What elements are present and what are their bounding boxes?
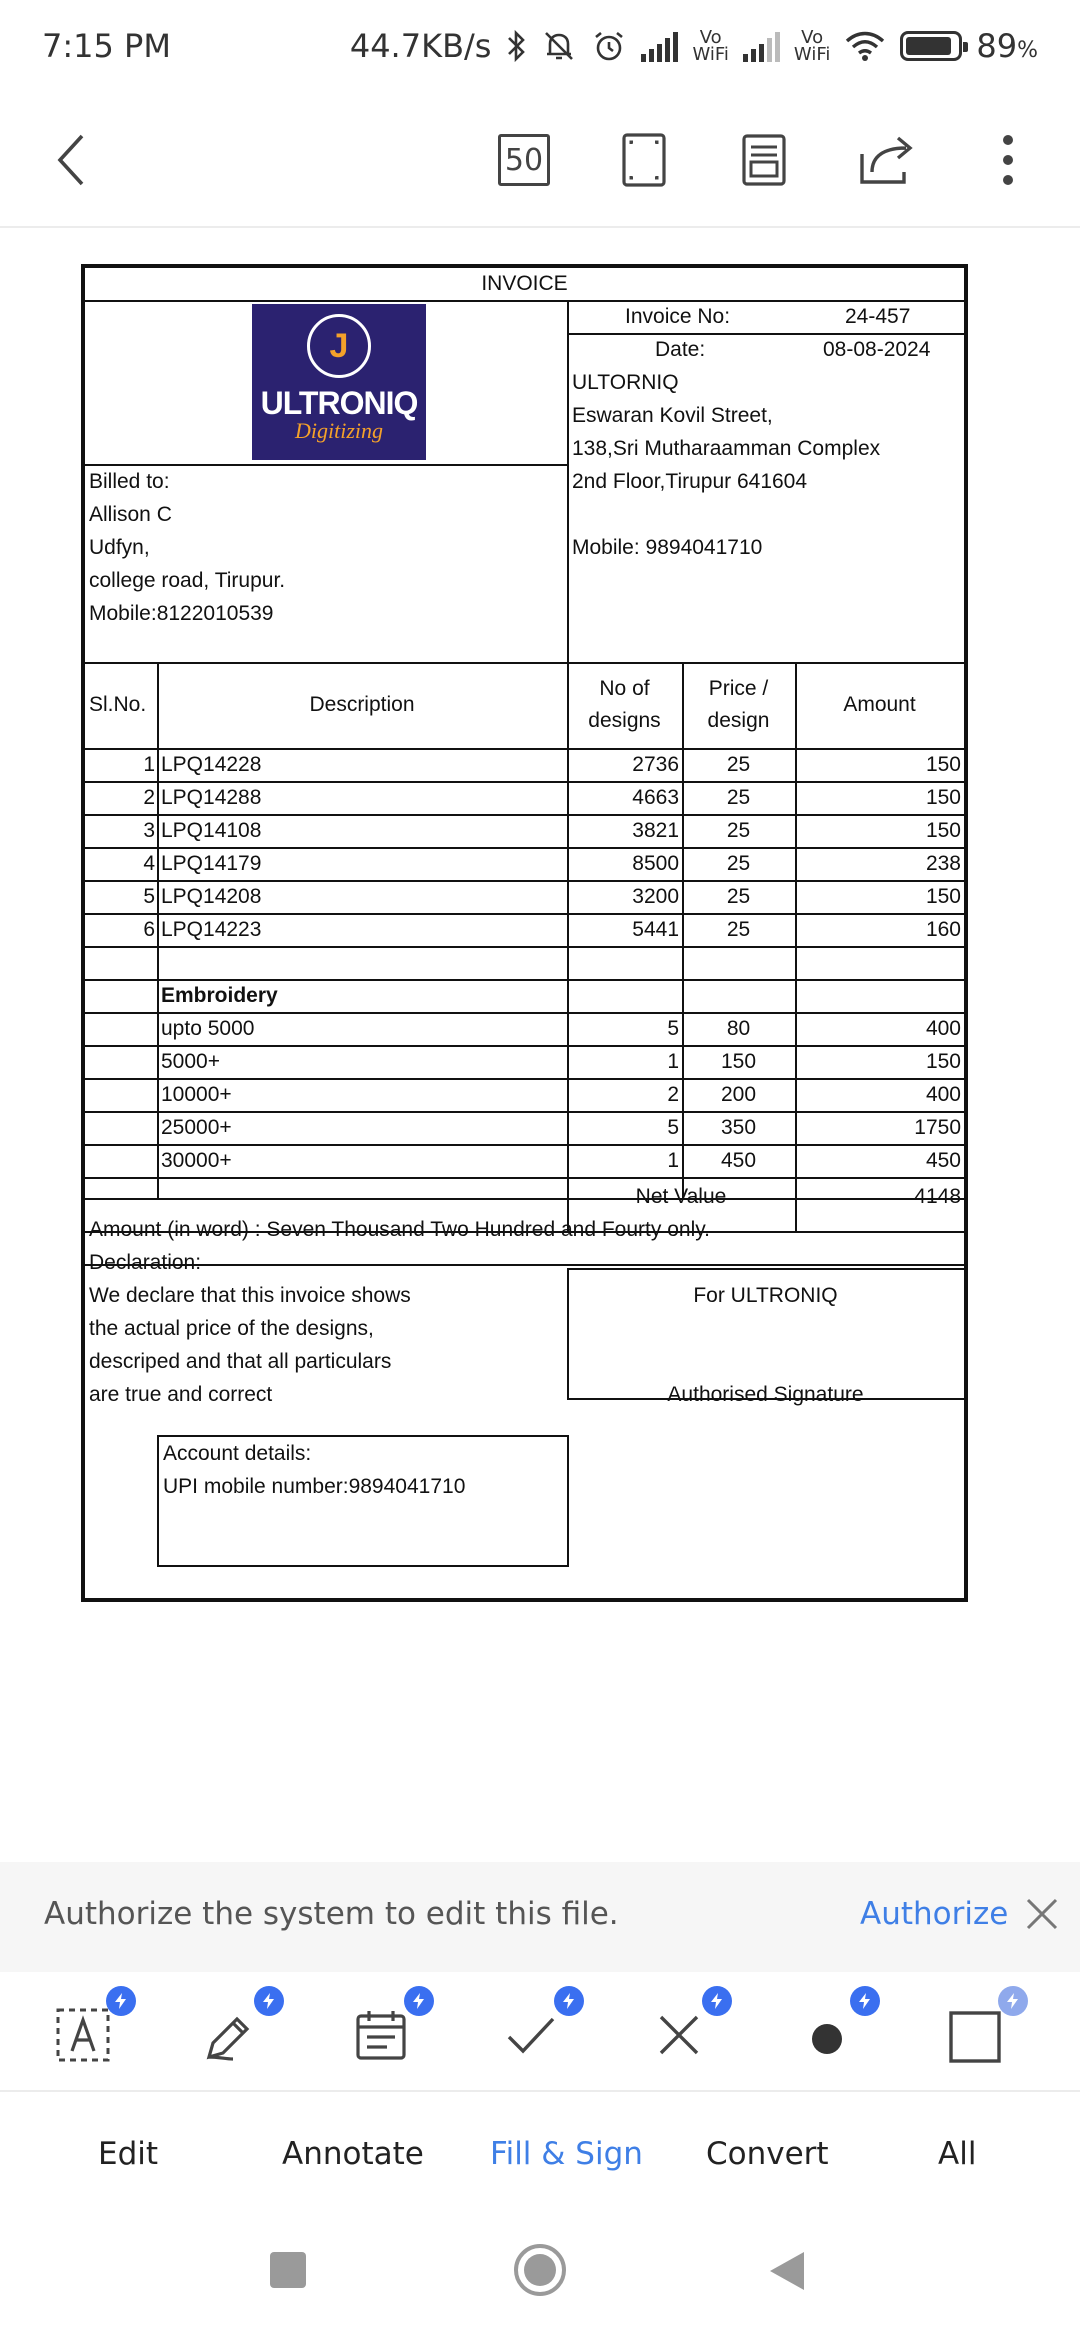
row-price: 25 [726,885,751,908]
embroidery-row-amount: 400 [925,1017,961,1040]
account-details-label: Account details: [163,1442,312,1465]
premium-badge-icon [702,1986,732,2016]
company-address-3: 2nd Floor,Tirupur 641604 [572,470,808,493]
embroidery-row-designs: 5 [667,1017,679,1040]
row-designs: 4663 [632,786,679,809]
embroidery-row-price: 450 [720,1149,757,1172]
row-sl: 1 [143,753,155,776]
share-icon[interactable] [856,128,920,192]
authorize-banner [0,1862,1080,1972]
status-bar [0,0,1080,92]
row-amount: 150 [925,819,961,842]
tab-edit[interactable]: Edit [98,2136,159,2172]
battery-icon [900,31,962,61]
row-sl: 6 [143,918,155,941]
clock: 7:15 PM [42,27,171,65]
alarm-icon [591,28,627,64]
form-fill-icon[interactable] [346,2000,416,2070]
embroidery-row-price: 80 [726,1017,751,1040]
text-edit-icon[interactable] [48,2000,118,2070]
billed-to-name: Allison C [89,503,172,526]
dot-icon[interactable] [792,2000,862,2070]
premium-badge-icon [850,1986,880,2016]
network-speed: 44.7KB/s [349,27,492,65]
embroidery-row-price: 150 [720,1050,757,1073]
system-nav-bar [0,2214,1080,2340]
embroidery-row-description: 30000+ [161,1149,232,1172]
declaration-line-1: We declare that this invoice shows [89,1284,411,1307]
more-icon[interactable] [976,128,1040,192]
embroidery-row-description: 10000+ [161,1083,232,1106]
premium-badge-icon [404,1986,434,2016]
premium-badge-icon [998,1986,1028,2016]
row-price: 25 [726,753,751,776]
billed-to-address: college road, Tirupur. [89,569,286,592]
column-header-amount: Amount [843,693,916,716]
cross-icon[interactable] [644,2000,714,2070]
back-nav-icon[interactable] [768,2250,806,2296]
upi-number: UPI mobile number:9894041710 [163,1475,466,1498]
logo-name: ULTRONIQ [260,385,418,421]
signal-icon-2 [743,30,780,62]
row-sl: 2 [143,786,155,809]
row-description: LPQ14288 [161,786,262,809]
tab-all[interactable]: All [938,2136,977,2172]
date-label: Date: [655,338,706,361]
rectangle-icon[interactable] [940,2000,1010,2070]
bluetooth-icon [505,29,527,63]
invoice-no-label: Invoice No: [625,305,731,328]
for-company: For ULTRONIQ [693,1284,838,1307]
row-price: 25 [726,918,751,941]
logo-mark: J [307,314,371,378]
embroidery-row-amount: 1750 [914,1116,961,1139]
row-designs: 3821 [632,819,679,842]
page-number-icon[interactable] [492,128,556,192]
billed-to-label: Billed to: [89,470,170,493]
battery-percent: 89% [976,27,1038,65]
row-designs: 2736 [632,753,679,776]
declaration-line-2: the actual price of the designs, [89,1317,374,1340]
row-amount: 160 [925,918,961,941]
net-value: 4148 [914,1185,961,1208]
row-description: LPQ14208 [161,885,262,908]
declaration-line-4: are true and correct [89,1383,273,1406]
embroidery-row-description: 5000+ [161,1050,220,1073]
row-amount: 150 [925,753,961,776]
row-designs: 8500 [632,852,679,875]
checkmark-icon[interactable] [496,2000,566,2070]
column-header-price-2: design [707,709,770,732]
row-description: LPQ14179 [161,852,262,875]
billed-to-mobile: Mobile:8122010539 [89,602,274,625]
company-mobile: Mobile: 9894041710 [572,536,763,559]
bell-muted-icon [541,28,577,64]
row-sl: 3 [143,819,155,842]
tool-row [0,1972,1080,2092]
invoice-title: INVOICE [481,272,568,295]
row-amount: 150 [925,885,961,908]
row-sl: 5 [143,885,155,908]
authorize-button[interactable]: Authorize [860,1896,1009,1932]
vowifi-label: Vo WiFi [692,27,729,65]
company-address-2: 138,Sri Mutharaamman Complex [572,437,881,460]
row-amount: 150 [925,786,961,809]
column-header-description: Description [309,693,415,716]
row-price: 25 [726,852,751,875]
logo-tagline: Digitizing [294,418,383,443]
wifi-icon [844,29,886,63]
premium-badge-icon [554,1986,584,2016]
embroidery-row-description: 25000+ [161,1116,232,1139]
vowifi-label-2: Vo WiFi [793,27,831,65]
tab-fill-sign[interactable]: Fill & Sign [490,2136,643,2172]
embroidery-row-amount: 400 [925,1083,961,1106]
embroidery-row-designs: 1 [667,1050,679,1073]
column-header-designs-2: designs [588,709,661,732]
status-icons [350,27,1038,65]
row-amount: 238 [925,852,961,875]
declaration-line-3: descriped and that all particulars [89,1350,392,1373]
column-header-slno: Sl.No. [89,693,147,716]
authorised-signature: Authorised Signature [667,1383,864,1406]
amount-in-words: Amount (in word) : Seven Thousand Two Hundred and Fourty only. [89,1218,711,1241]
row-description: LPQ14228 [161,753,262,776]
embroidery-row-price: 350 [720,1116,757,1139]
row-price: 25 [726,819,751,842]
row-description: LPQ14223 [161,918,262,941]
signal-icon [641,30,678,62]
row-description: LPQ14108 [161,819,262,842]
invoice-no: 24-457 [845,305,911,328]
embroidery-row-amount: 450 [925,1149,961,1172]
tab-convert[interactable]: Convert [706,2136,829,2172]
pen-annotate-icon[interactable] [196,2000,266,2070]
embroidery-row-price: 200 [720,1083,757,1106]
column-header-price: Price / [708,677,769,700]
invoice-date: 08-08-2024 [823,338,931,361]
billed-to-company: Udfyn, [89,536,150,559]
row-price: 25 [726,786,751,809]
recent-apps-icon[interactable] [270,2252,306,2288]
tab-annotate[interactable]: Annotate [282,2136,424,2172]
company-name: ULTORNIQ [572,371,679,394]
back-icon[interactable] [40,128,104,192]
net-value-label: Net Value [635,1185,727,1208]
embroidery-label: Embroidery [161,984,278,1007]
fullscreen-icon[interactable] [612,128,676,192]
row-sl: 4 [143,852,155,875]
reading-mode-icon[interactable] [732,128,796,192]
invoice-page [81,264,968,1602]
premium-badge-icon [106,1986,136,2016]
row-designs: 5441 [632,918,679,941]
top-toolbar [0,92,1080,228]
embroidery-row-designs: 5 [667,1116,679,1139]
row-designs: 3200 [632,885,679,908]
company-address-1: Eswaran Kovil Street, [572,404,773,427]
company-logo [252,304,426,460]
page-number-badge: 50 [498,134,550,186]
home-icon[interactable] [514,2244,566,2296]
authorize-message: Authorize the system to edit this file. [44,1896,619,1932]
embroidery-row-designs: 2 [667,1083,679,1106]
embroidery-row-amount: 150 [925,1050,961,1073]
bottom-tabs [0,2094,1080,2214]
embroidery-row-description: upto 5000 [161,1017,255,1040]
column-header-designs: No of [599,677,650,700]
declaration-label: Declaration: [89,1251,202,1274]
embroidery-row-designs: 1 [667,1149,679,1172]
premium-badge-icon [254,1986,284,2016]
close-icon[interactable] [1020,1892,1064,1936]
